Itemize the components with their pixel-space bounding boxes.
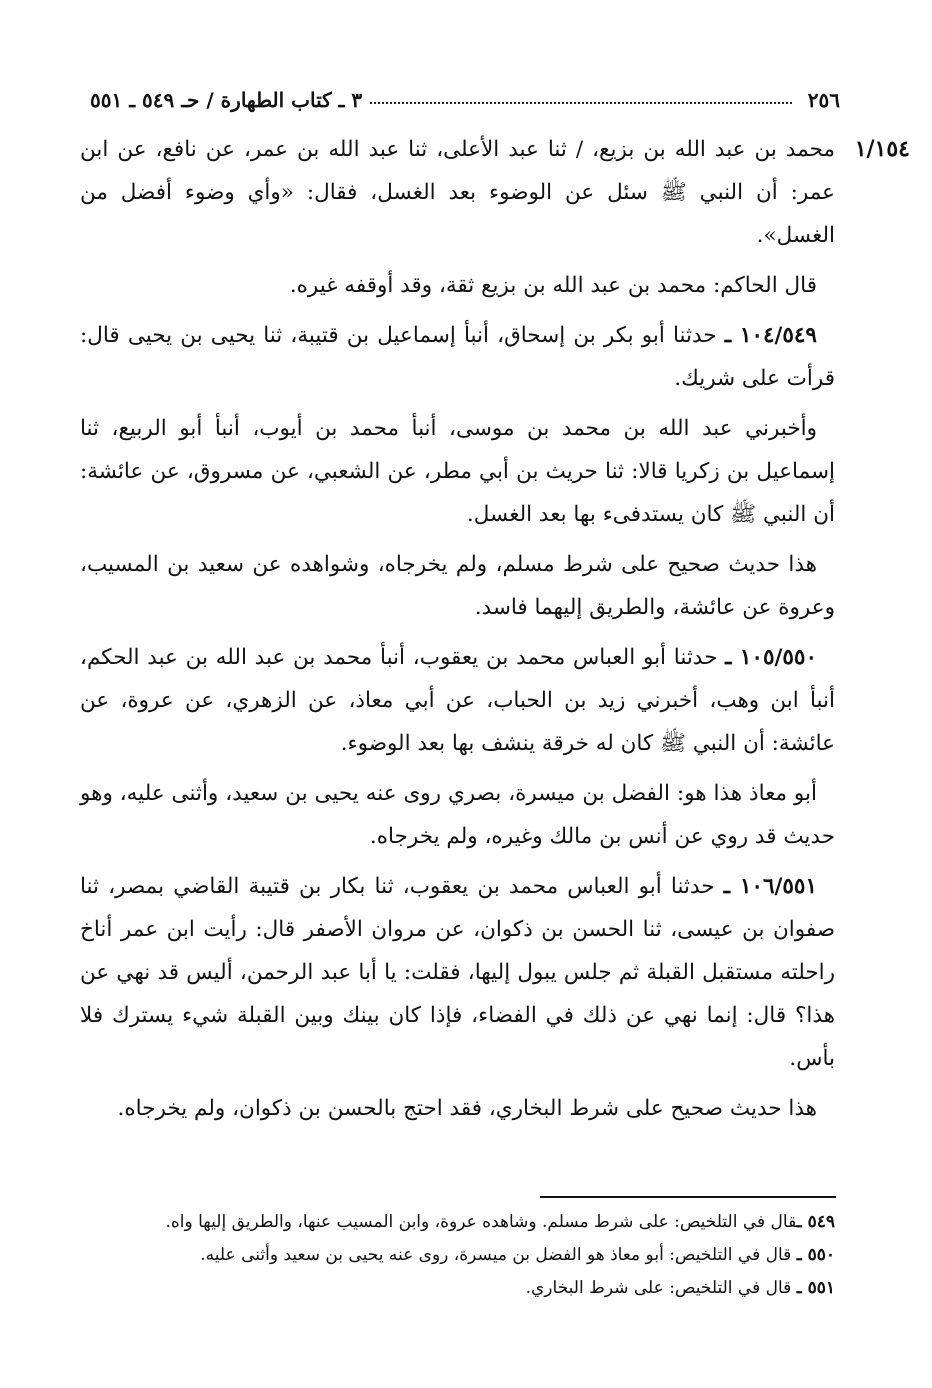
paragraph bbox=[80, 543, 835, 629]
paragraph bbox=[80, 314, 835, 400]
paragraph bbox=[80, 128, 835, 257]
hadith-number: ١٠٤/٥٤٩ ـ bbox=[724, 323, 817, 348]
paragraph bbox=[80, 1087, 835, 1130]
paragraph bbox=[80, 636, 835, 765]
footnote bbox=[80, 1272, 835, 1305]
footnote-number: ٥٥١ ـ bbox=[796, 1278, 835, 1298]
footnote bbox=[80, 1206, 835, 1239]
footnote-text: قال في التلخيص: على شرط البخاري. bbox=[525, 1278, 797, 1298]
main-text bbox=[80, 128, 835, 1137]
paragraph bbox=[80, 264, 835, 307]
paragraph bbox=[80, 407, 835, 536]
margin-reference: ١/١٥٤ bbox=[854, 136, 910, 162]
hadith-number: ١٠٦/٥٥١ ـ bbox=[723, 874, 817, 899]
page-header bbox=[90, 82, 840, 118]
header-dot-leader bbox=[370, 102, 792, 104]
footnote-number: ٥٥٠ ـ bbox=[796, 1245, 835, 1265]
paragraph-text: أبو معاذ هذا هو: الفضل بن ميسرة، بصري روى عنه يحيى بن سعيد، وأثنى عليه، وهو حديث قد روي عن أنس بن مالك وغيره، ولم يخرجاه. bbox=[80, 781, 835, 849]
paragraph-text: حدثنا أبو العباس محمد بن يعقوب، ثنا بكار بن قتيبة القاضي بمصر، ثنا صفوان بن عيسى، ثنا الحسن بن ذكوان، عن مروان الأصفر قال: رأيت ابن عمر أناخ راحلته مستقبل القبلة ثم جلس يبول إليها، فقلت: يا أبا عبد الرحمن، أليس قد نهي عن هذا؟ قال: إنما نهي عن ذلك في الفضاء، فإذا كان بينك وبين القبلة شيء يسترك فلا بأس. bbox=[80, 874, 835, 1071]
paragraph-text: حدثنا أبو العباس محمد بن يعقوب، أنبأ محمد بن عبد الله بن عبد الحكم، أنبأ ابن وهب، أخبرني زيد بن الحباب، عن أبي معاذ، عن الزهري، عن عروة، عن عائشة: أن النبي ﷺ كان له خرقة ينشف بها بعد الوضوء. bbox=[80, 645, 835, 756]
footnote bbox=[80, 1239, 835, 1272]
hadith-number: ١٠٥/٥٥٠ ـ bbox=[725, 645, 817, 670]
paragraph-text: محمد بن عبد الله بن بزيع، / ثنا عبد الأعلى، ثنا عبد الله بن عمر، عن نافع، عن ابن عمر: أن النبي ﷺ سئل عن الوضوء بعد الغسل، فقال: «وأي وضوء أفضل من الغسل». bbox=[80, 137, 835, 248]
page-number: ٢٥٦ bbox=[807, 88, 840, 112]
footnote-text: قال في التلخيص: أبو معاذ هو الفضل بن ميسرة، روى عنه يحيى بن سعيد وأثنى عليه. bbox=[200, 1245, 797, 1265]
paragraph-text: وأخبرني عبد الله بن محمد بن موسى، أنبأ محمد بن أيوب، أنبأ أبو الربيع، ثنا إسماعيل بن زكريا قالا: ثنا حريث بن أبي مطر، عن الشعبي، عن مسروق، عن عائشة: أن النبي ﷺ كان يستدفىء بها بعد الغسل. bbox=[80, 416, 835, 527]
footnote-number: ٥٤٩ ـ bbox=[796, 1212, 835, 1232]
paragraph bbox=[80, 865, 835, 1080]
paragraph-text: هذا حديث صحيح على شرط البخاري، فقد احتج بالحسن بن ذكوان، ولم يخرجاه. bbox=[117, 1096, 817, 1121]
footnote-text: قال في التلخيص: على شرط مسلم. وشاهده عروة، وابن المسيب عنها، والطريق إليها واه. bbox=[165, 1212, 797, 1232]
paragraph-text: هذا حديث صحيح على شرط مسلم، ولم يخرجاه، وشواهده عن سعيد بن المسيب، وعروة عن عائشة، والطريق إليهما فاسد. bbox=[80, 552, 835, 620]
running-title: ٣ ـ كتاب الطهارة / حـ ٥٤٩ ـ ٥٥١ bbox=[90, 88, 363, 112]
paragraph-text: قال الحاكم: محمد بن عبد الله بن بزيع ثقة، وقد أوقفه غيره. bbox=[289, 273, 817, 298]
paragraph-text: حدثنا أبو بكر بن إسحاق، أنبأ إسماعيل بن قتيبة، ثنا يحيى بن يحيى قال: قرأت على شريك. bbox=[80, 323, 835, 391]
footnote-divider bbox=[540, 1196, 836, 1198]
paragraph bbox=[80, 772, 835, 858]
footnotes bbox=[80, 1206, 835, 1305]
